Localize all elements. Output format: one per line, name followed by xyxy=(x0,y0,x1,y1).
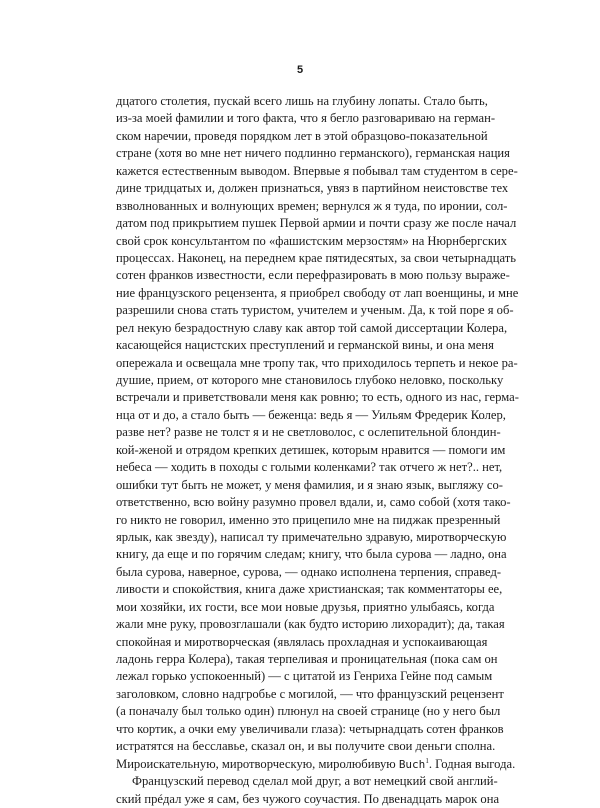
text-line: заголовком, словно надгробье с могилой, — что французский рецензент xyxy=(116,686,504,701)
text-line: касающейся нацистских преступлений и германской вины, и она меня xyxy=(116,338,494,353)
text-line: книгу, да еще и по горячим следам; книгу, что была сурова — ладно, она xyxy=(116,547,507,562)
text-line: (а поначалу был только один) плюнул на своей странице (но у него был xyxy=(116,704,501,719)
text-line: встречали и приветствовали меня как ровню; то есть, одного из нас, герма- xyxy=(116,390,519,405)
text-line: душие, прием, от которого мне становилось глубоко неловко, поскольку xyxy=(116,373,504,387)
text-line: ярлык, как звезду), написал ту примечательно здравую, миротворческую xyxy=(116,529,507,544)
text-fragment: Мироискательную, миротворческую, миролюбивую xyxy=(116,756,399,771)
text-line: истратятся на бесславье, сказал он, и вы получите свои деньги сполна. xyxy=(116,739,496,754)
text-line: что кортик, а очки ему увеличивали глаза): четырнадцать сотен франков xyxy=(116,721,504,736)
text-line: кажется естественным выводом. Впервые я побывал там студентом в сере- xyxy=(116,163,518,178)
text-line: ошибки тут быть не может, у меня фамилия, и я знаю язык, выгляжу со- xyxy=(116,477,503,492)
text-line: датом под прикрытием пушек Первой армии и почти сразу же после начал xyxy=(116,216,517,231)
footnote-marker: 1 xyxy=(425,756,429,765)
text-line: спокойная и миротворческая (являлась прохладная и успокаивающая xyxy=(116,634,488,649)
text-line: кой-женой и отрядом крепких детишек, которым нравится — помоги им xyxy=(116,442,506,457)
text-line: дине тридцатых и, должен признаться, увяз в партийном неистовстве тех xyxy=(116,181,509,196)
text-fragment: . Годная выгода. xyxy=(428,756,516,771)
text-line: разве нет? разве не толст я и не светловолос, с ослепительной блондин- xyxy=(116,425,501,440)
text-line: ответственно, всю войну разумно провел вдали, и, само собой (хотя тако- xyxy=(116,495,511,510)
text-line: разрешили снова стать туристом, учителем и ученым. Да, к той поре я об- xyxy=(116,303,514,318)
text-line: лежал горько успокоенный) — с цитатой из Генриха Гейне под самым xyxy=(116,669,493,684)
page-number: 5 xyxy=(296,64,304,76)
buch-word: Buch xyxy=(398,757,426,771)
text-line: ние французского рецензента, я приобрел свободу от лап военщины, и мне xyxy=(116,285,519,300)
text-line: ливости и спокойствия, книга даже христианская; так комментаторы ее, xyxy=(116,582,503,597)
text-line: рел некую безрадостную славу как автор той самой диссертации Колера, xyxy=(116,320,508,335)
text-line: процессах. Наконец, на переднем крае пятидесятых, за свои четырнадцать xyxy=(116,250,516,265)
text-line: жали мне руку, провозглашали (как будто историю лихорадит); да, такая xyxy=(116,617,505,632)
text-line: небеса — ходить в походы с голыми коленками? так отчего ж нет?.. нет, xyxy=(116,460,503,475)
text-line: дцатого столетия, пускай всего лишь на глубину лопаты. Стало быть, xyxy=(116,94,488,108)
text-line: го никто не говорил, именно это прицепило мне на пиджак презренный xyxy=(116,512,501,527)
text-line: стране (хотя во мне нет ничего подлинно германского), германская нация xyxy=(116,146,510,161)
text-line: была сурова, наверное, сурова, — однако исполнена терпения, справед- xyxy=(116,564,502,579)
text-line: сотен франков известности, если перефразировать в мою пользу выраже- xyxy=(116,268,510,283)
text-line: ладонь герра Колера), такая терпеливая и проницательная (пока сам он xyxy=(116,652,498,666)
text-line: ском наречии, проведя порядком лет в этой образцово-показательной xyxy=(116,128,488,143)
text-line: опережала и освещала мне тропу так, что приходилось терпеть и некое ра- xyxy=(116,355,518,370)
text-line: мои хозяйки, их гости, все мои новые друзья, приятно улыбаясь, когда xyxy=(116,599,495,614)
text-line-with-footnote xyxy=(116,756,516,773)
paragraph-first-line: Французский перевод сделал мой друг, а вот немецкий свой англий- xyxy=(132,774,498,789)
text-line: из-за моей фамилии и того факта, что я бегло разговариваю на герман- xyxy=(116,111,496,126)
text-line: нца от и до, а стало быть — беженца: ведь я — Уильям Фредерик Колер, xyxy=(116,407,506,422)
text-line: взволнованных и волнующих времен; вернулся ж я туда, по иронии, сол- xyxy=(116,198,508,213)
text-line: ский прéдал уже я сам, без чужого соучастия. По двенадцать марок она xyxy=(116,791,500,806)
body-text xyxy=(116,93,519,808)
text-line: свой срок консультантом по «фашистским мерзостям» на Нюрнбергских xyxy=(116,233,508,248)
